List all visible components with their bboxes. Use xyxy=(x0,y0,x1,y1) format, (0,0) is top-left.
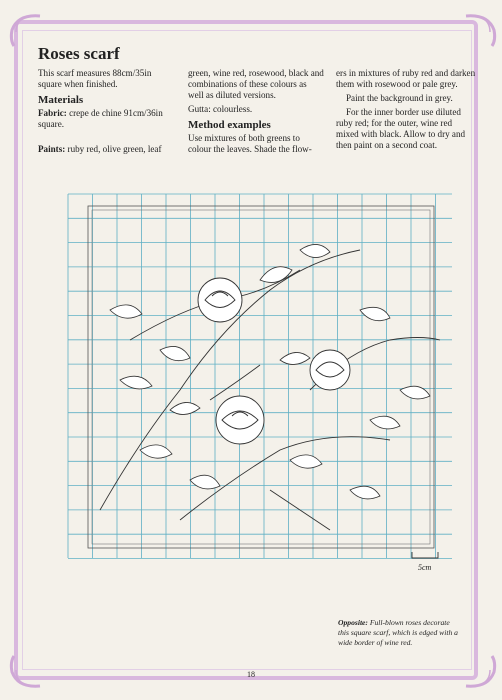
materials-heading: Materials xyxy=(38,94,84,106)
rose-branches xyxy=(100,250,440,530)
rose-leaves xyxy=(110,244,430,498)
scarf-hem-line xyxy=(92,210,430,544)
border-paragraph: For the inner border use diluted ruby red; for the outer, wine red mixed with black. Allow to dry and then paint on a second coat. xyxy=(336,107,466,150)
fabric-paragraph xyxy=(38,108,174,130)
rose-pattern-drawing xyxy=(60,190,452,562)
paints-label: Paints: xyxy=(38,144,66,154)
text-column-3 xyxy=(336,68,476,154)
scale-label: 5cm xyxy=(418,563,432,572)
flowers-paragraph: ers in mixtures of ruby red and darken them with rosewood or pale grey. xyxy=(336,68,476,89)
text-column-2 xyxy=(188,68,324,158)
paints-paragraph xyxy=(38,144,174,155)
page-number: 18 xyxy=(247,670,255,679)
rose-blooms xyxy=(198,278,350,444)
caption-lead: Opposite: xyxy=(338,618,368,627)
scale-bar xyxy=(410,548,440,564)
intro-paragraph: This scarf measures 88cm/35in square when finished. xyxy=(38,68,152,89)
method-paragraph: Use mixtures of both greens to colour the leaves. Shade the flow- xyxy=(188,133,312,154)
figure-caption xyxy=(338,618,458,648)
corner-ornament-icon xyxy=(462,10,502,50)
method-heading: Method examples xyxy=(188,119,271,131)
caption-text: Full-blown roses decorate this square scarf, which is edged with a wide border of wine red. xyxy=(338,618,458,647)
pattern-grid xyxy=(68,194,452,559)
paints-text: ruby red, olive green, leaf xyxy=(65,144,162,154)
fabric-label: Fabric: xyxy=(38,108,67,118)
text-column-1 xyxy=(38,68,174,158)
gutta-paragraph: Gutta: colourless. xyxy=(188,104,253,114)
fabric-text: crepe de chine 91cm/36in square. xyxy=(38,108,163,129)
background-paragraph: Paint the background in grey. xyxy=(346,93,453,103)
colours-paragraph: green, wine red, rosewood, black and combinations of these colours as well as diluted versions. xyxy=(188,68,324,100)
page-title: Roses scarf xyxy=(38,44,120,63)
